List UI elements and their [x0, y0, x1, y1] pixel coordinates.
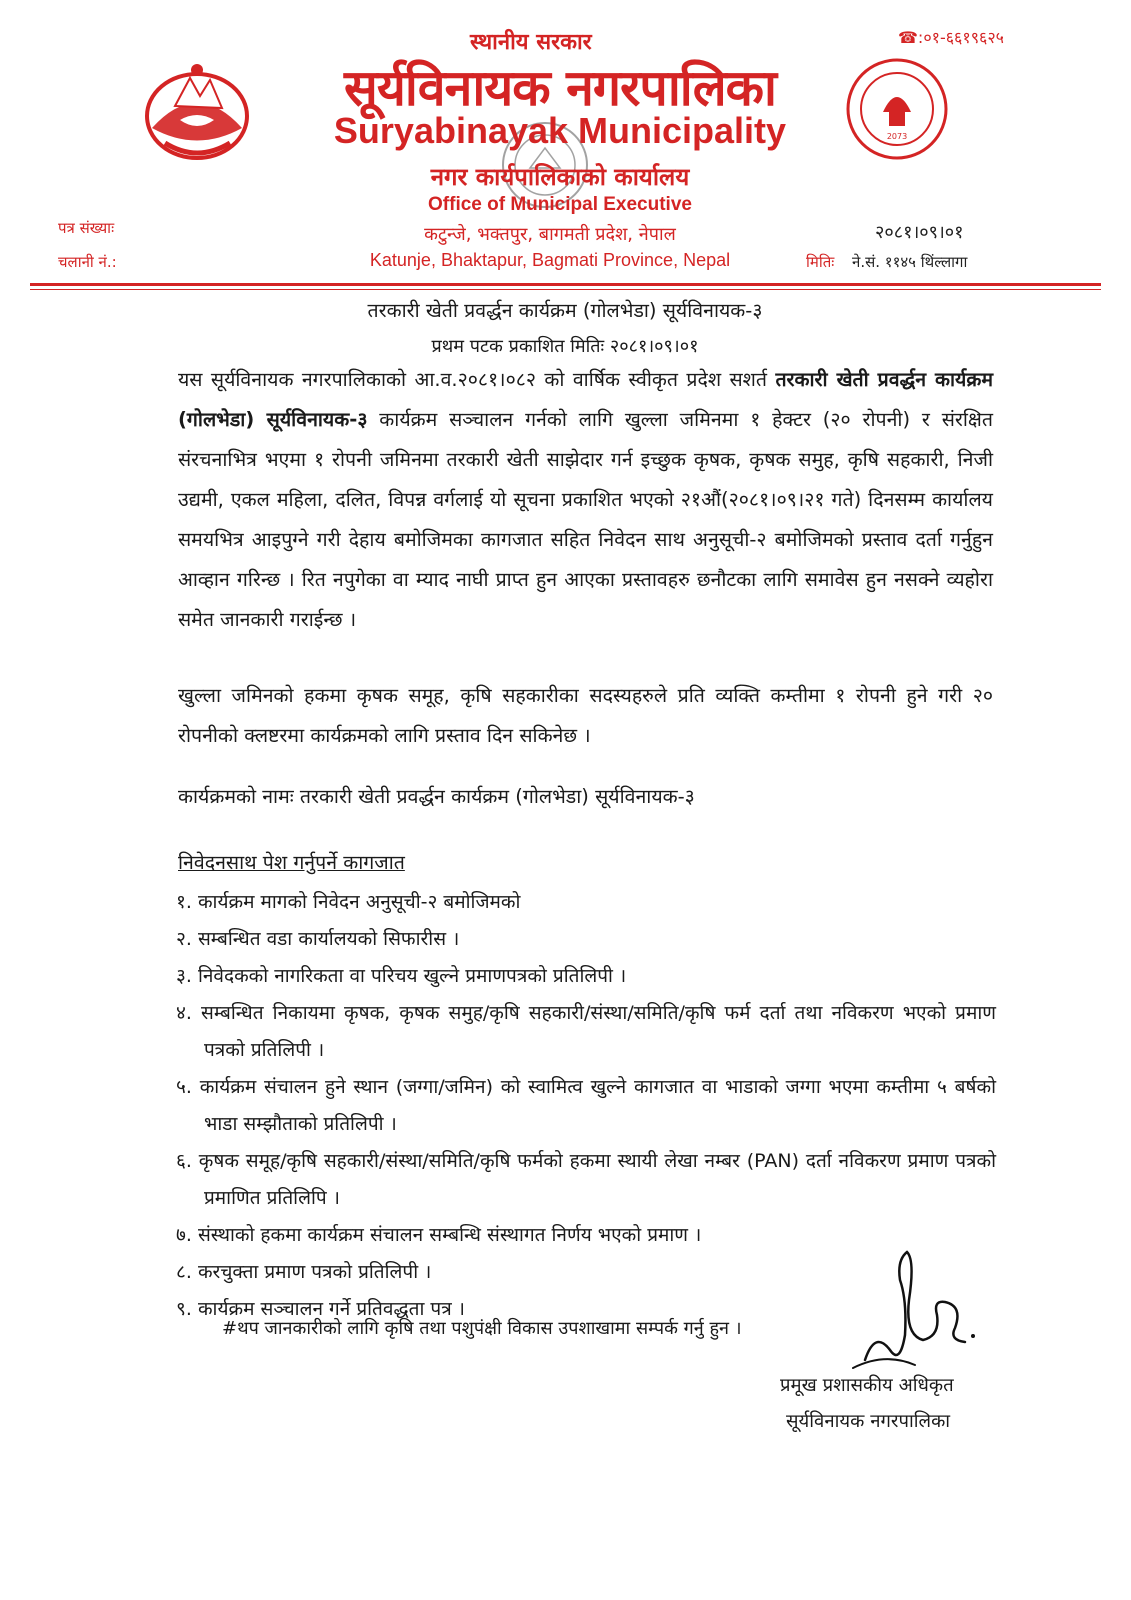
letter-date: २०८१।०९।०१ — [875, 222, 964, 243]
document-item: ५. कार्यक्रम संचालन हुने स्थान (जग्गा/जमिन) को स्वामित्व खुल्ने कागजात वा भाडाको जग्गा भएमा कम्तीमा ५ बर्षको भाडा सम्झौताको प्रतिलिपी । — [176, 1076, 996, 1135]
phone-number: ☎:०१-६६१९६२५ — [898, 28, 1004, 47]
program-title-inline: तरकारी खेती प्रवर्द्धन कार्यक्रम (गोलभेडा) सूर्यविनायक-३ — [178, 368, 993, 431]
nepal-emblem-icon — [140, 58, 255, 168]
program-name-line — [178, 782, 695, 809]
signatory-organization: सूर्यविनायक नगरपालिका — [786, 1411, 951, 1432]
dispatch-number-label: चलानी नं.: — [58, 253, 117, 271]
documents-heading: निवेदनसाथ पेश गर्नुपर्ने कागजात — [178, 851, 405, 874]
header-divider-thin — [30, 289, 1101, 290]
paragraph-1-intro: यस सूर्यविनायक नगरपालिकाको आ.व.२०८१।०८२ को वार्षिक स्वीकृत प्रदेश सशर्त — [178, 368, 776, 391]
document-item: २. सम्बन्धित वडा कार्यालयको सिफारीस । — [176, 928, 460, 950]
notice-subject: तरकारी खेती प्रवर्द्धन कार्यक्रम (गोलभेडा) सूर्यविनायक-३ — [367, 299, 763, 322]
published-date: प्रथम पटक प्रकाशित मितिः २०८१।०९।०१ — [431, 336, 699, 357]
document-item: ७. संस्थाको हकमा कार्यक्रम संचालन सम्बन्धि संस्थागत निर्णय भएको प्रमाण । — [176, 1224, 702, 1246]
document-item: ९. कार्यक्रम सञ्चालन गर्ने प्रतिवद्धता पत्र । — [176, 1298, 465, 1320]
date-label: मितिः — [806, 253, 835, 271]
municipality-seal-icon — [845, 57, 950, 162]
document-item: ३. निवेदकको नागरिकता वा परिचय खुल्ने प्रमाणपत्रको प्रतिलिपी । — [176, 965, 627, 987]
notice-paragraph-1 — [178, 360, 993, 640]
paragraph-1-body: कार्यक्रम सञ्चालन गर्नको लागि खुल्ला जमिनमा १ हेक्टर (२० रोपनी) र संरक्षित संरचनाभित्र भएमा १ रोपनी जमिनमा तरकारी खेती साझेदार गर्न इच्छुक कृषक, कृषक समुह, कृषि सहकारी, निजी उद्यमी, एकल महिला, दलित, विपन्न वर्गलाई यो सूचना प्रकाशित भएको २१औं(२०८१।०९।२१ गते) दिनसम्म कार्यालय समयभित्र आइपुग्ने गरी देहाय बमोजिमका कागजात सहित निवेदन साथ अनुसूची-२ बमोजिमको प्रस्ताव दर्ता गर्नुहुन आव्हान गरिन्छ । रित नपुगेका वा म्याद नाघी प्राप्त हुन आएका प्रस्तावहरु छनौटका लागि समावेस हुन नसक्ने व्यहोरा समेत जानकारी गराईन्छ । — [178, 408, 994, 631]
address-english: Katunje, Bhaktapur, Bagmati Province, Nepal — [369, 250, 731, 270]
letter-number-label: पत्र संख्याः — [58, 219, 115, 237]
office-name-nepali: नगर कार्यपालिकाको कार्यालय — [430, 163, 690, 191]
document-item: ४. सम्बन्धित निकायमा कृषक, कृषक समुह/कृषि सहकारी/संस्था/समिति/कृषि फर्म दर्ता तथा नविकरण भएको प्रमाण पत्रको प्रतिलिपी । — [176, 1002, 996, 1061]
signature-icon — [845, 1240, 990, 1390]
address-nepali: कटुन्जे, भक्तपुर, बागमती प्रदेश, नेपाल — [424, 224, 676, 245]
document-item: ८. करचुक्ता प्रमाण पत्रको प्रतिलिपी । — [176, 1261, 432, 1283]
document-item: ६. कृषक समूह/कृषि सहकारी/संस्था/समिति/कृषि फर्मको हकमा स्थायी लेखा नम्बर (PAN) दर्ता नविकरण प्रमाण पत्रको प्रमाणित प्रतिलिपि । — [176, 1150, 996, 1209]
seal-year: 2073 — [886, 132, 908, 141]
local-government-label: स्थानीय सरकार — [470, 30, 592, 55]
municipality-name-english: Suryabinayak Municipality — [333, 110, 787, 151]
program-name-label: कार्यक्रमको नामः — [178, 785, 294, 808]
contact-footnote: #थप जानकारीको लागि कृषि तथा पशुपंक्षी विकास उपशाखामा सम्पर्क गर्नु हुन । — [222, 1318, 742, 1339]
notice-paragraph-2: खुल्ला जमिनको हकमा कृषक समूह, कृषि सहकारीका सदस्यहरुले प्रति व्यक्ति कम्तीमा १ रोपनी हुने गरी २० रोपनीको क्लष्टरमा कार्यक्रमको लागि प्रस्ताव दिन सकिनेछ । — [178, 684, 993, 747]
nepal-sambat-date: ने.सं. ११४५ थिंल्लागा — [852, 253, 968, 271]
municipality-name-nepali: सूर्यविनायक नगरपालिका — [344, 59, 776, 117]
office-name-english: Office of Municipal Executive — [428, 194, 692, 215]
header-divider — [30, 283, 1101, 286]
signatory-title: प्रमूख प्रशासकीय अधिकृत — [780, 1375, 954, 1396]
document-item: १. कार्यक्रम मागको निवेदन अनुसूची-२ बमोजिमको — [176, 891, 521, 913]
program-name: तरकारी खेती प्रवर्द्धन कार्यक्रम (गोलभेडा) सूर्यविनायक-३ — [293, 785, 695, 808]
